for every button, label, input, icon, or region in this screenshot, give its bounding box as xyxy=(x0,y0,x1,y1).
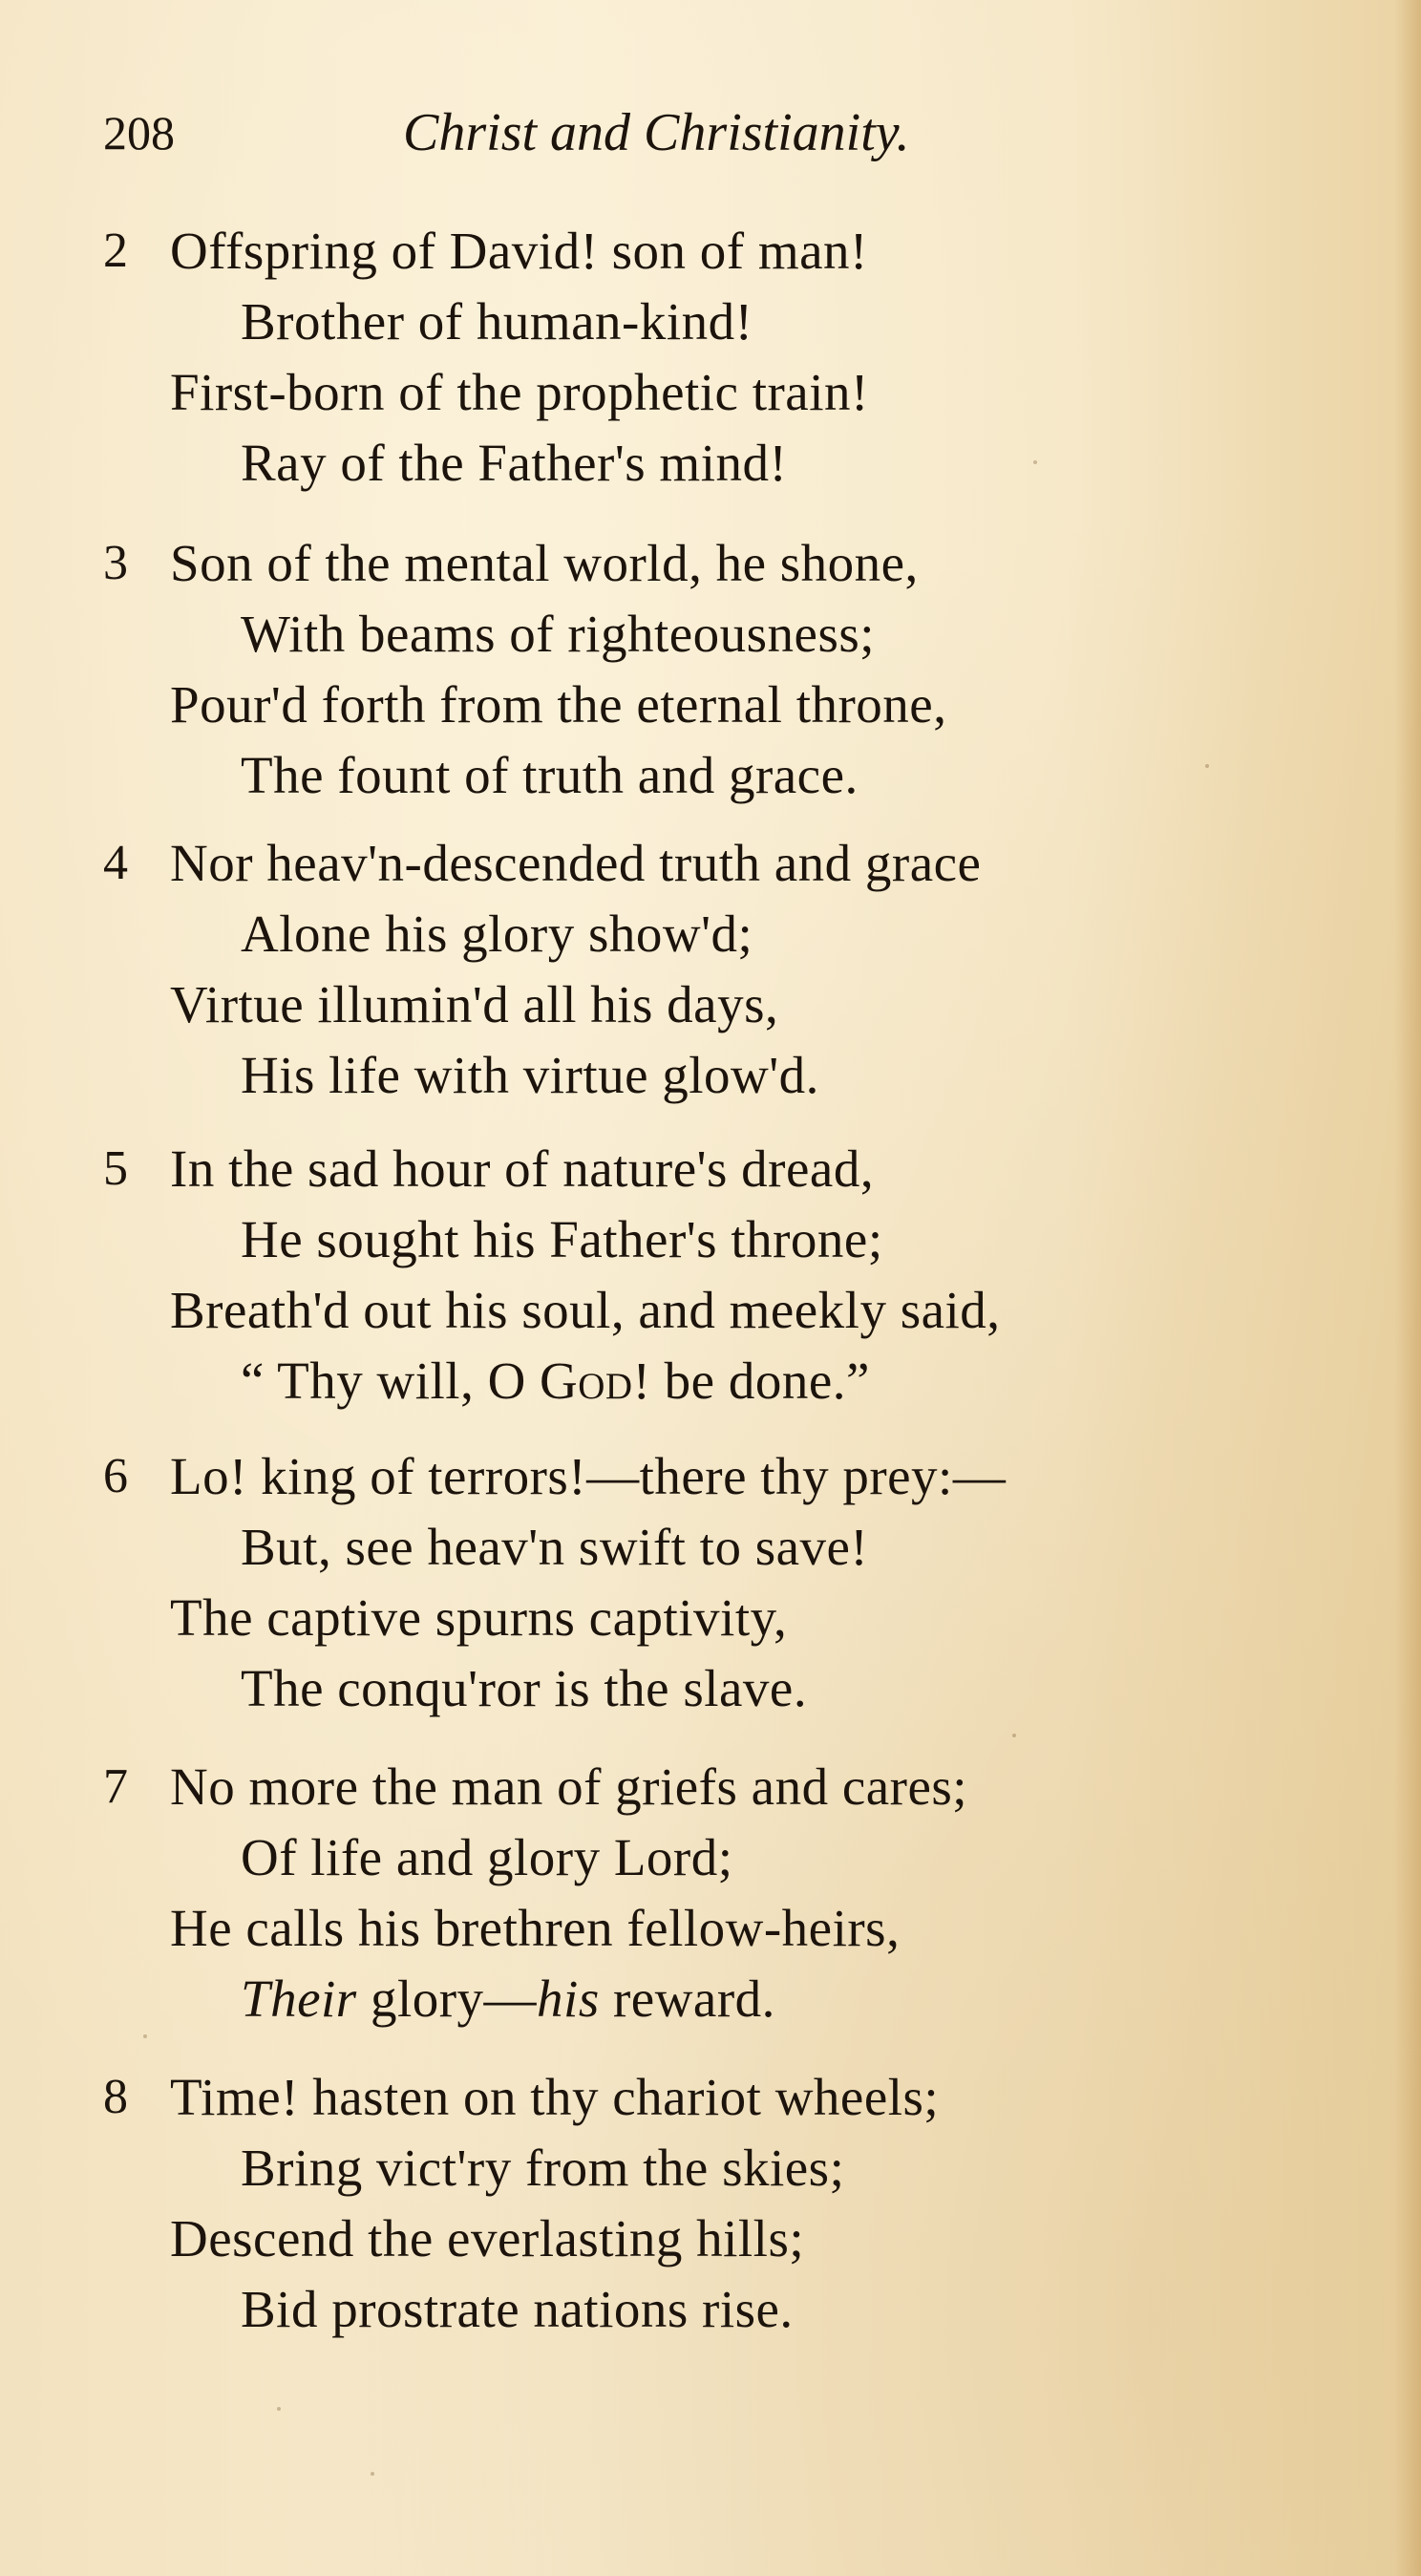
verse-line: His life with virtue glow'd. xyxy=(241,1046,819,1104)
verse-line: Bring vict'ry from the skies; xyxy=(241,2139,845,2197)
stanza-number: 6 xyxy=(103,1449,128,1503)
verse-line: Descend the everlasting hills; xyxy=(170,2209,805,2267)
verse-line: In the sad hour of nature's dread, xyxy=(170,1139,875,1198)
verse-line: Pour'd forth from the eternal throne, xyxy=(170,675,947,734)
verse-line xyxy=(241,1964,775,2034)
divine-name: God xyxy=(540,1352,633,1410)
verse-line: Time! hasten on thy chariot wheels; xyxy=(170,2068,940,2126)
verse-line: No more the man of griefs and cares; xyxy=(170,1757,968,1816)
paper-speck xyxy=(371,2472,374,2476)
stanza-number: 3 xyxy=(103,536,128,590)
verse-line: Lo! king of terrors!—there thy prey:— xyxy=(170,1447,1007,1505)
paper-speck xyxy=(1012,1734,1016,1737)
paper-speck xyxy=(1205,764,1209,768)
running-title: Christ and Christianity. xyxy=(403,103,910,162)
page-number: 208 xyxy=(103,106,175,160)
verse-line: Son of the mental world, he shone, xyxy=(170,534,919,592)
verse-line: Offspring of David! son of man! xyxy=(170,222,868,280)
stanza-number: 7 xyxy=(103,1759,128,1814)
verse-line: With beams of righteousness; xyxy=(241,605,876,663)
verse-line: He sought his Father's throne; xyxy=(241,1210,883,1268)
verse-line: The conqu'ror is the slave. xyxy=(241,1659,808,1717)
verse-line-part: glory— xyxy=(356,1969,538,2028)
verse-line: He calls his brethren fellow-heirs, xyxy=(170,1899,901,1957)
page-header xyxy=(103,99,1249,166)
verse-line-part: reward. xyxy=(599,1969,775,2028)
verse-line: Ray of the Father's mind! xyxy=(241,434,788,492)
paper-speck xyxy=(143,2034,147,2038)
verse-line xyxy=(241,1346,870,1416)
paper-speck xyxy=(277,2407,281,2411)
verse-line: First-born of the prophetic train! xyxy=(170,363,869,421)
verse-line: The fount of truth and grace. xyxy=(241,746,859,804)
verse-line: The captive spurns captivity, xyxy=(170,1588,788,1647)
verse-line: But, see heav'n swift to save! xyxy=(241,1518,869,1576)
page-edge-shadow xyxy=(1394,0,1421,2576)
verse-line: Alone his glory show'd; xyxy=(241,905,753,963)
verse-line-part: ! be done.” xyxy=(632,1352,870,1410)
emphasis-his: his xyxy=(537,1969,600,2028)
verse-line: Brother of human-kind! xyxy=(241,292,753,351)
verse-line: Virtue illumin'd all his days, xyxy=(170,975,779,1033)
stanza-number: 4 xyxy=(103,836,128,890)
stanza-number: 5 xyxy=(103,1141,128,1196)
verse-line: Breath'd out his soul, and meekly said, xyxy=(170,1281,1001,1339)
verse-line: Nor heav'n-descended truth and grace xyxy=(170,834,982,892)
verse-line-part: “ Thy will, O xyxy=(241,1352,541,1410)
verse-line: Bid prostrate nations rise. xyxy=(241,2280,794,2338)
verse-line: Of life and glory Lord; xyxy=(241,1828,733,1886)
paper-speck xyxy=(1033,460,1037,464)
stanza-number: 8 xyxy=(103,2070,128,2124)
emphasis-their: Their xyxy=(241,1969,357,2028)
stanza-number: 2 xyxy=(103,224,128,278)
